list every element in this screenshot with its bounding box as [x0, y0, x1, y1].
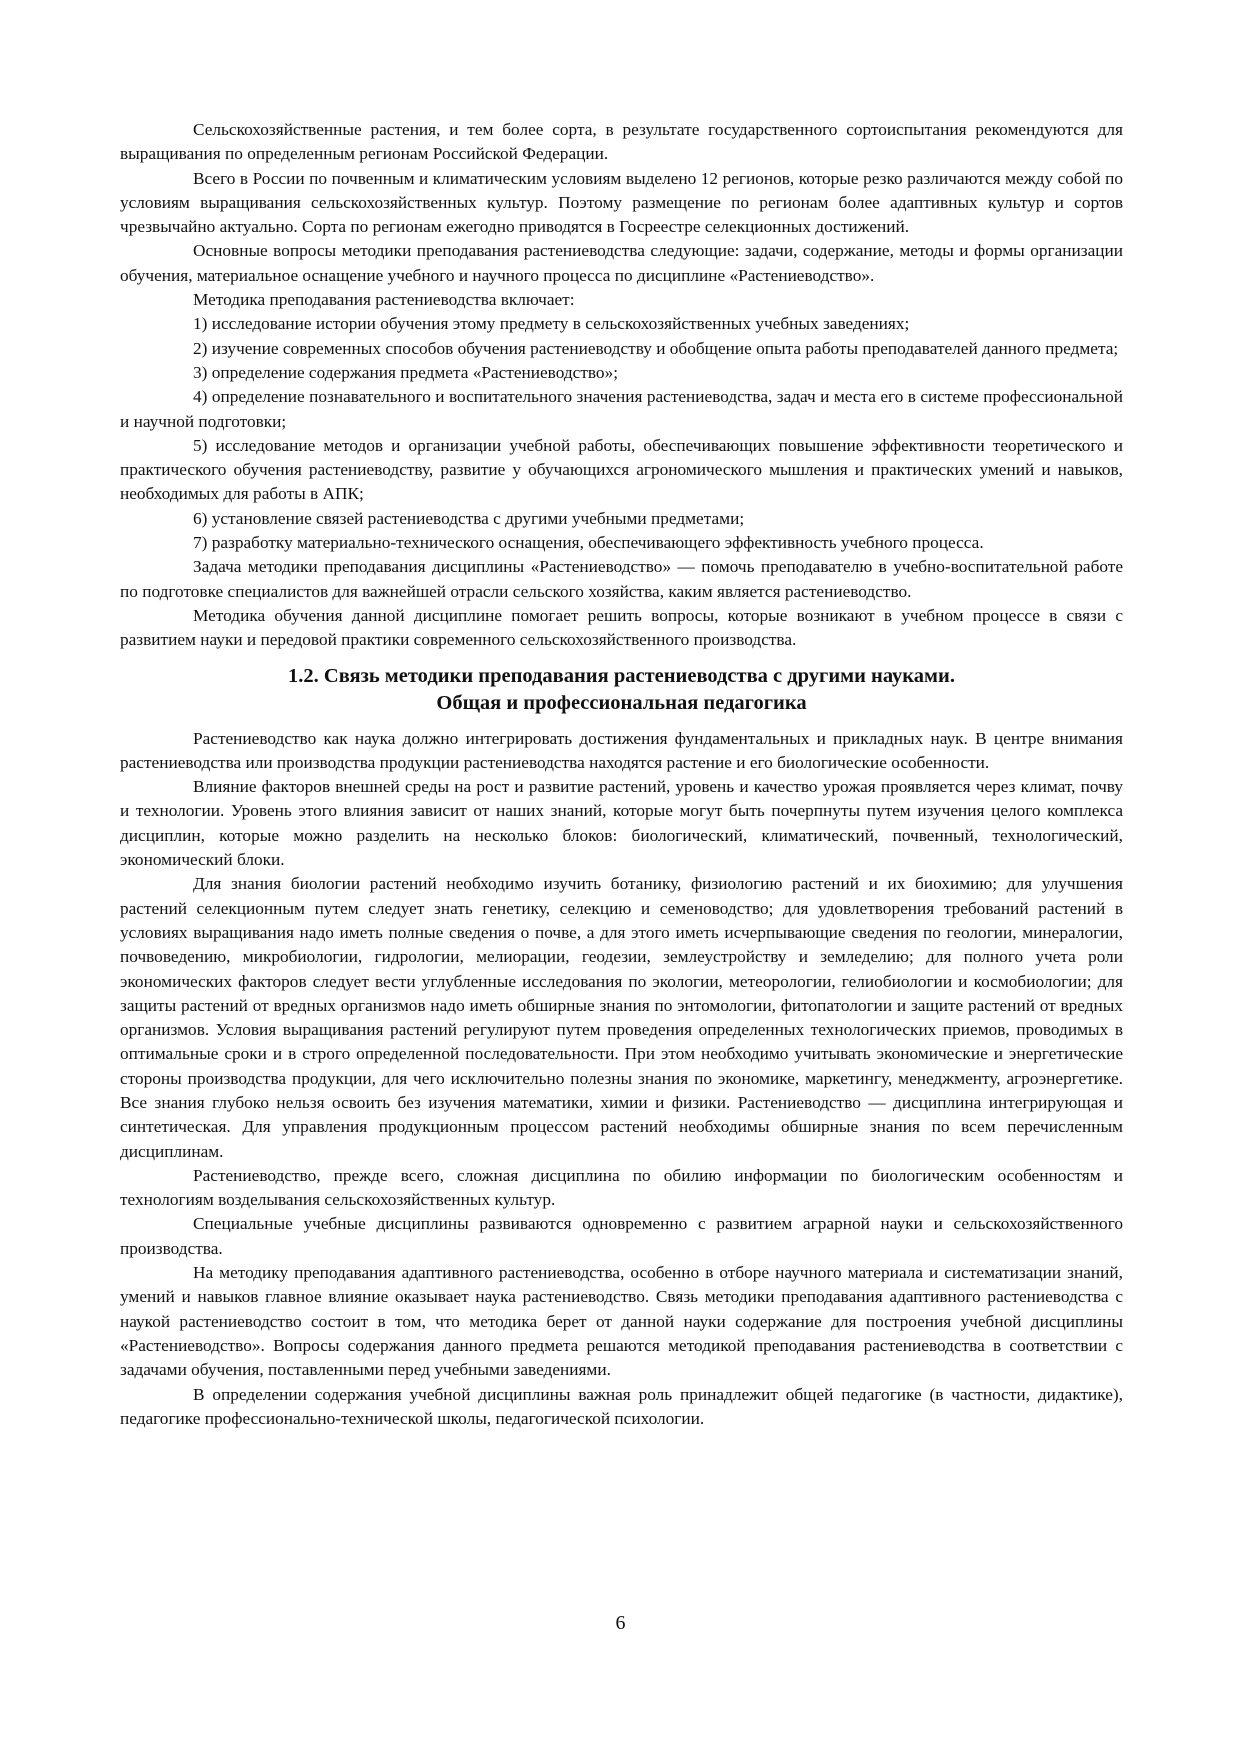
- paragraph: Для знания биологии растений необходимо изучить ботанику, физиологию растений и их биохимию; для улучшения растений селекционным путем следует знать генетику, селекцию и семеноводство; для удовлетворения требований растений в условиях выращивания надо иметь полные сведения о почве, а для этого иметь исчерпывающие сведения по геологии, минералогии, почвоведению, микробиологии, гидрологии, мелиорации, геодезии, землеустройству и земледелию; для полного учета роли экономических факторов следует вести углубленные исследования по экологии, метеорологии, гелиобиологии и космобиологии; для защиты растений от вредных организмов надо иметь обширные знания по энтомологии, фитопатологии и защите растений от вредных организмов. Условия выращивания растений регулируют путем проведения определенных технологических приемов, проводимых в оптимальные сроки и в строго определенной последовательности. При этом необходимо учитывать экономические и энергетические стороны производства продукции, для чего исключительно полезны знания по экономике, маркетингу, менеджменту, агроэнергетике. Все знания глубоко нельзя освоить без изучения математики, химии и физики. Растениеводство — дисциплина интегрирующая и синтетическая. Для управления продукционным процессом растений необходимы обширные знания по всем перечисленным дисциплинам.: [120, 874, 1123, 1161]
- paragraph: Растениеводство как наука должно интегрировать достижения фундаментальных и прикладных наук. В центре внимания растениеводства или производства продукции растениеводства находятся растение и его биологические особенности.: [120, 728, 1123, 772]
- list-item: 5) исследование методов и организации учебной работы, обеспечивающих повышение эффективности теоретического и практического обучения растениеводству, развитие у обучающихся агрономического мышления и практических умений и навыков, необходимых для работы в АПК;: [120, 435, 1123, 504]
- paragraph: Влияние факторов внешней среды на рост и развитие растений, уровень и качество урожая проявляется через климат, почву и технологии. Уровень этого влияния зависит от наших знаний, которые могут быть почерпнуты путем изучения целого комплекса дисциплин, которые можно разделить на несколько блоков: биологический, климатический, почвенный, технологический, экономический блоки.: [120, 777, 1123, 870]
- page-body: [120, 118, 1123, 1431]
- paragraph: Методика обучения данной дисциплине помогает решить вопросы, которые возникают в учебном процессе в связи с развитием науки и передовой практики современного сельскохозяйственного производства.: [120, 605, 1123, 650]
- list-item: 2) изучение современных способов обучения растениеводству и обобщение опыта работы преподавателей данного предмета;: [193, 338, 1119, 358]
- list-item: 1) исследование истории обучения этому предмету в сельскохозяйственных учебных заведениях;: [193, 314, 910, 334]
- list-item: 6) установление связей растениеводства с другими учебными предметами;: [193, 508, 745, 528]
- list-item: 3) определение содержания предмета «Растениеводство»;: [193, 362, 619, 382]
- paragraph: Основные вопросы методики преподавания растениеводства следующие: задачи, содержание, методы и формы организации обучения, материальное оснащение учебного и научного процесса по дисциплине «Растениеводство».: [120, 241, 1123, 285]
- list-item: 7) разработку материально-технического оснащения, обеспечивающего эффективность учебного процесса.: [193, 533, 984, 553]
- paragraph: На методику преподавания адаптивного растениеводства, особенно в отборе научного материала и систематизации знаний, умений и навыков главное влияние оказывает наука растениеводство. Связь методики преподавания адаптивного растениеводства с наукой растениеводство состоит в том, что методика берет от данной науки содержание для построения учебной дисциплины «Растениеводство». Вопросы содержания данного предмета решаются методикой преподавания растениеводства в соответствии с задачами обучения, поставленными перед учебными заведениями.: [120, 1263, 1123, 1380]
- section-heading-line-1: 1.2. Связь методики преподавания растениеводства с другими науками.: [288, 664, 955, 687]
- paragraph: Растениеводство, прежде всего, сложная дисциплина по обилию информации по биологическим особенностям и технологиям возделывания сельскохозяйственных культур.: [120, 1165, 1123, 1210]
- paragraph: Всего в России по почвенным и климатическим условиям выделено 12 регионов, которые резко различаются между собой по условиям выращивания сельскохозяйственных культур. Поэтому размещение по регионам более адаптивных культур и сортов чрезвычайно актуально. Сорта по регионам ежегодно приводятся в Госреестре селекционных достижений.: [120, 168, 1123, 237]
- section-heading: [120, 663, 1123, 717]
- page-number: 6: [615, 1612, 626, 1634]
- list-item: 4) определение познавательного и воспитательного значения растениеводства, задач и места его в системе профессиональной и научной подготовки;: [120, 387, 1123, 431]
- paragraph: В определении содержания учебной дисциплины важная роль принадлежит общей педагогике (в частности, дидактике), педагогике профессионально-технической школы, педагогической психологии.: [120, 1384, 1123, 1428]
- paragraph: Сельскохозяйственные растения, и тем более сорта, в результате государственного сортоиспытания рекомендуются для выращивания по определенным регионам Российской Федерации.: [120, 120, 1123, 164]
- section-heading-line-2: Общая и профессиональная педагогика: [436, 691, 807, 714]
- paragraph: Методика преподавания растениеводства включает:: [193, 290, 575, 310]
- paragraph: Задача методики преподавания дисциплины «Растениеводство» — помочь преподавателю в учебно-воспитательной работе по подготовке специалистов для важнейшей отрасли сельского хозяйства, каким является растениеводство.: [120, 557, 1123, 601]
- paragraph: Специальные учебные дисциплины развиваются одновременно с развитием аграрной науки и сельскохозяйственного производства.: [120, 1214, 1123, 1258]
